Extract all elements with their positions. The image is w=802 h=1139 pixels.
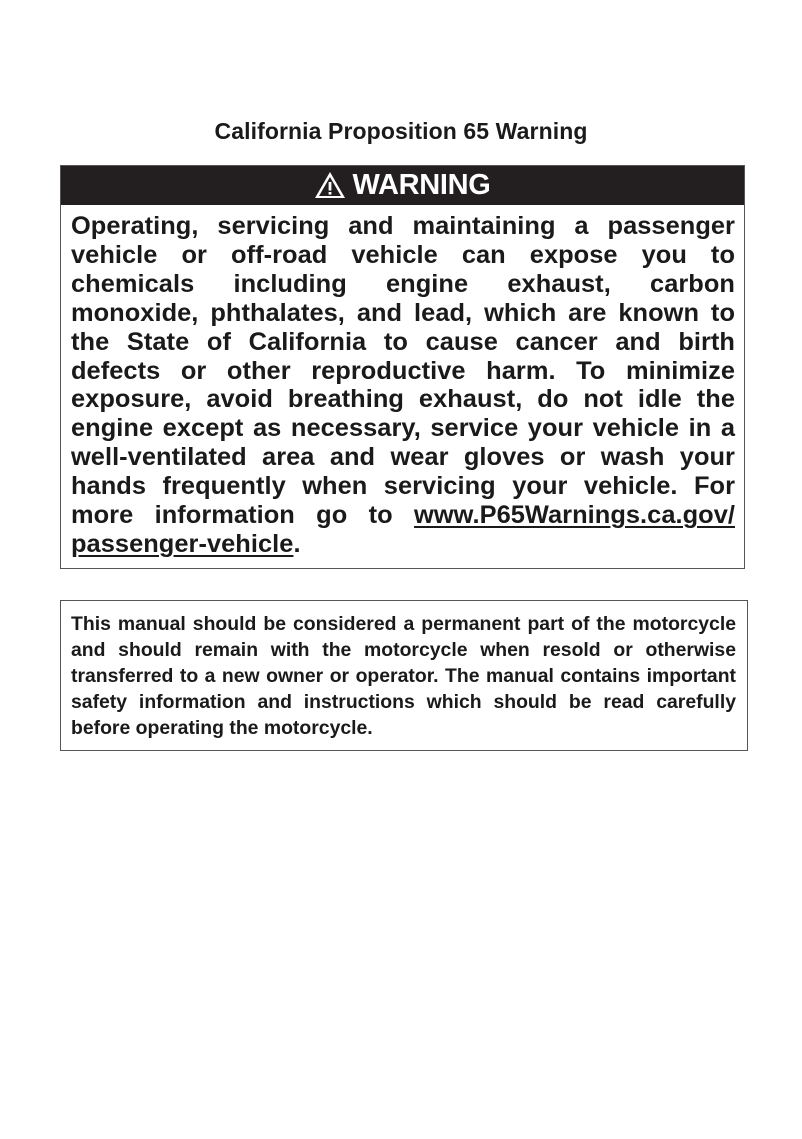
manual-notice-panel [60, 600, 748, 751]
warning-header [61, 166, 744, 205]
warning-panel [60, 165, 745, 569]
warning-trailing-period: . [293, 529, 301, 558]
p65-warnings-link[interactable]: www.P65Warnings.ca.gov/ passenger-vehicle [71, 501, 735, 558]
warning-body [71, 212, 735, 559]
warning-triangle-icon [314, 171, 346, 199]
page-title: California Proposition 65 Warning [214, 118, 588, 144]
warning-header-label: WARNING [352, 169, 491, 201]
manual-notice-text: This manual should be considered a permanent part of the motorcycle and should remain with the motorcycle when resold or otherwise transferred to a new owner or operator. The manual contains important safety information and instructions which should be read carefully before operating the motorcycle. [71, 613, 736, 739]
warning-body-text: Operating, servicing and maintaining a passenger vehicle or off-road vehicle can expose you to chemicals including engine exhaust, carbon monoxide, phthalates, and lead, which are known to the State of California to cause cancer and birth defects or other reproductive harm. To minimize exposure, avoid breathing exhaust, do not idle the engine except as necessary, service your vehicle in a well-ventilated area and wear gloves or wash your hands frequently when servicing your vehicle. For more information go to [71, 212, 735, 530]
